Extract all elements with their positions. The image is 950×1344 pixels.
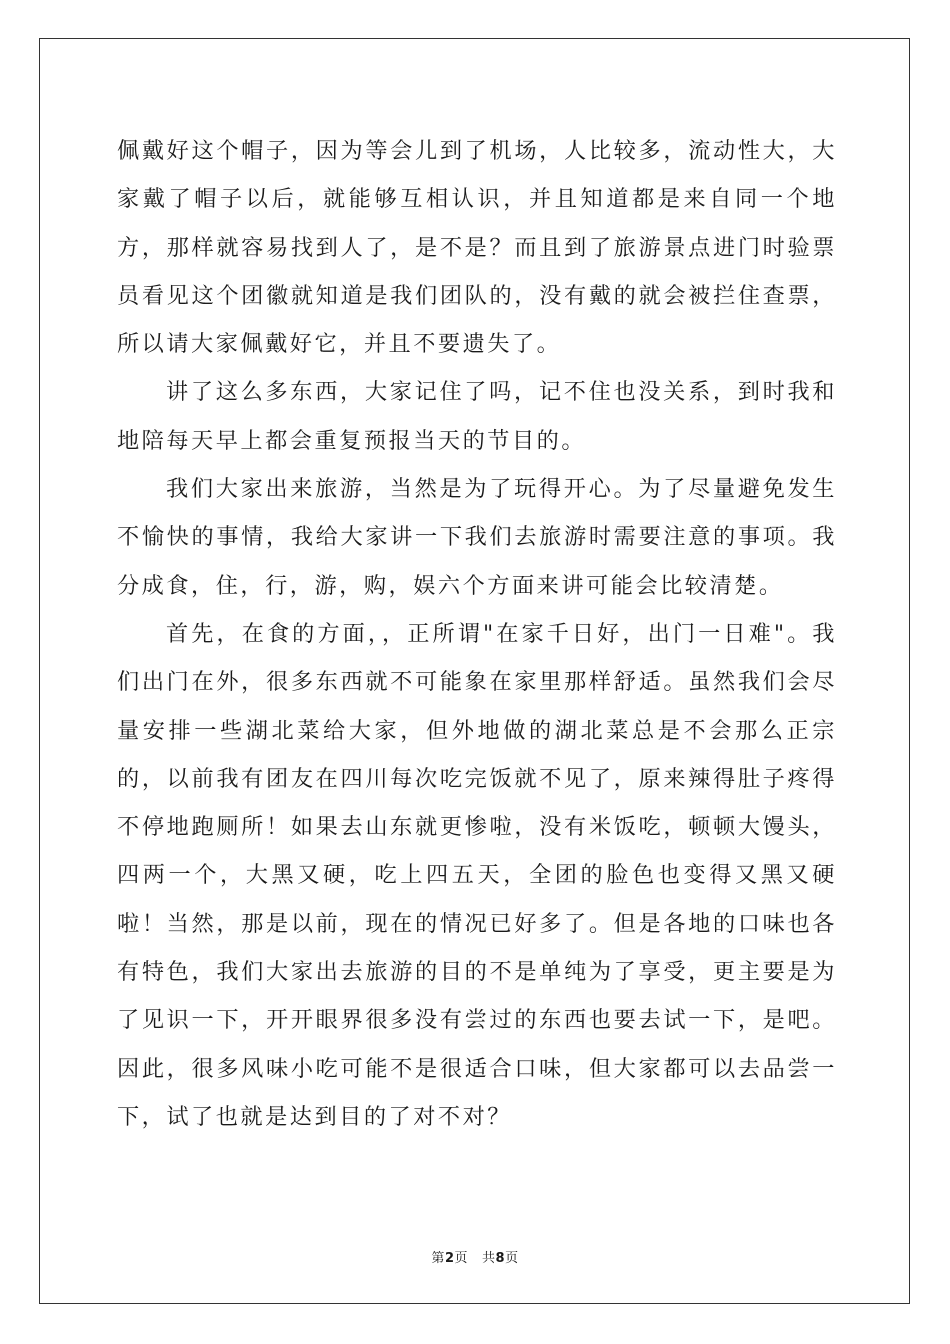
paragraph-1: 佩戴好这个帽子，因为等会儿到了机场，人比较多，流动性大，大家戴了帽子以后，就能够互相认识，并且知道都是来自同一个地方，那样就容易找到人了，是不是？而且到了旅游景点进门时验票员看见这个团徽就知道是我们团队的，没有戴的就会被拦住查票，所以请大家佩戴好它，并且不要遗失了。 (117, 138, 837, 358)
page-suffix: 页 (454, 1251, 468, 1266)
current-page-number: 2 (444, 1251, 455, 1266)
page-footer (0, 1247, 950, 1266)
total-prefix: 共 (482, 1251, 496, 1266)
document-body (117, 127, 837, 1141)
page-prefix: 第 (431, 1251, 445, 1266)
paragraph-2: 讲了这么多东西，大家记住了吗，记不住也没关系，到时我和地陪每天早上都会重复预报当天的节目的。 (117, 379, 837, 454)
paragraph-4: 首先，在食的方面，，正所谓"在家千日好，出门一日难"。我们出门在外，很多东西就不可能象在家里那样舒适。虽然我们会尽量安排一些湖北菜给大家，但外地做的湖北菜总是不会那么正宗的，以前我有团友在四川每次吃完饭就不见了，原来辣得肚子疼得不停地跑厕所！如果去山东就更惨啦，没有米饭吃，顿顿大馒头，四两一个，大黑又硬，吃上四五天，全团的脸色也变得又黑又硬啦！当然，那是以前，现在的情况已好多了。但是各地的口味也各有特色，我们大家出去旅游的目的不是单纯为了享受，更主要是为了见识一下，开开眼界很多没有尝过的东西也要去试一下，是吧。因此，很多风味小吃可能不是很适合口味，但大家都可以去品尝一下，试了也就是达到目的了对不对？ (117, 620, 837, 1130)
total-suffix: 页 (505, 1251, 519, 1266)
total-page-count: 8 (495, 1251, 506, 1266)
paragraph-3: 我们大家出来旅游，当然是为了玩得开心。为了尽量避免发生不愉快的事情，我给大家讲一下我们去旅游时需要注意的事项。我分成食，住，行，游，购，娱六个方面来讲可能会比较清楚。 (117, 476, 837, 599)
